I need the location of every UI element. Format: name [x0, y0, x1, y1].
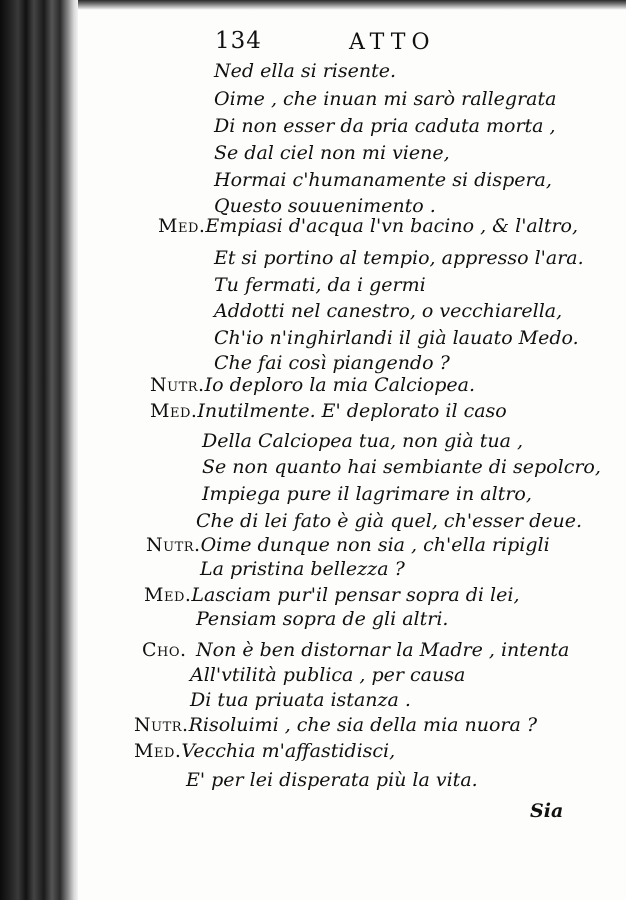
- speaker-label: Nutr.: [150, 374, 205, 396]
- verse-line: Se non quanto hai sembiante di sepolcro,: [202, 456, 601, 478]
- verse-line: Tu fermati, da i germi: [214, 274, 426, 296]
- verse-line: Nutr.Io deploro la mia Calciopea.: [150, 374, 476, 396]
- verse-line: Questo souuenimento .: [214, 195, 436, 217]
- verse-line: Pensiam sopra de gli altri.: [196, 608, 449, 630]
- speaker-label: Nutr.: [146, 534, 201, 556]
- speaker-label: Cho.: [142, 639, 187, 661]
- verse-line: Della Calciopea tua, non già tua ,: [202, 430, 523, 452]
- verse-line: Nutr.Risoluimi , che sia della mia nuora ?: [134, 714, 538, 736]
- binding-gutter: [0, 0, 78, 900]
- page-header: [215, 28, 555, 60]
- speaker-label: Med.: [134, 740, 182, 762]
- verse-line: Med.Inutilmente. E' deplorato il caso: [150, 400, 507, 422]
- verse-line: Med.Empiasi d'acqua l'vn bacino , & l'altro,: [158, 215, 579, 237]
- verse-line: Di tua priuata istanza .: [190, 689, 411, 711]
- speaker-label: Med.: [150, 400, 198, 422]
- verse-line: Se dal ciel non mi viene,: [214, 142, 450, 164]
- verse-line: Oime , che inuan mi sarò rallegrata: [214, 88, 557, 110]
- verse-line: Cho. Non è ben distornar la Madre , intenta: [142, 639, 570, 661]
- speaker-label: Med.: [144, 584, 192, 606]
- verse-line: Di non esser da pria caduta morta ,: [214, 115, 556, 137]
- verse-line: Ned ella si risente.: [214, 60, 397, 82]
- speaker-label: Nutr.: [134, 714, 189, 736]
- verse-line: Che di lei fato è già quel, ch'esser deue.: [196, 510, 583, 532]
- verse-line: Impiega pure il lagrimare in altro,: [202, 483, 532, 505]
- running-head: ATTO: [349, 30, 436, 55]
- page-number: 134: [215, 28, 262, 54]
- speaker-label: Med.: [158, 215, 206, 237]
- verse-line: Med.Lasciam pur'il pensar sopra di lei,: [144, 584, 520, 606]
- verse-line: Addotti nel canestro, o vecchiarella,: [214, 300, 563, 322]
- verse-line: Hormai c'humanamente si dispera,: [214, 169, 552, 191]
- verse-line: La pristina bellezza ?: [200, 558, 405, 580]
- verse-line: Ch'io n'inghirlandi il già lauato Medo.: [214, 327, 579, 349]
- verse-line: Che fai così piangendo ?: [214, 352, 450, 374]
- page-top-shadow: [78, 0, 626, 10]
- verse-line: All'vtilità publica , per causa: [190, 664, 466, 686]
- verse-line: Nutr.Oime dunque non sia , ch'ella ripigli: [146, 534, 550, 556]
- verse-line: E' per lei disperata più la vita.: [186, 769, 478, 791]
- verse-line: Med.Vecchia m'affastidisci,: [134, 740, 396, 762]
- catchword: Sia: [530, 800, 564, 822]
- verse-line: Et si portino al tempio, appresso l'ara.: [214, 247, 584, 269]
